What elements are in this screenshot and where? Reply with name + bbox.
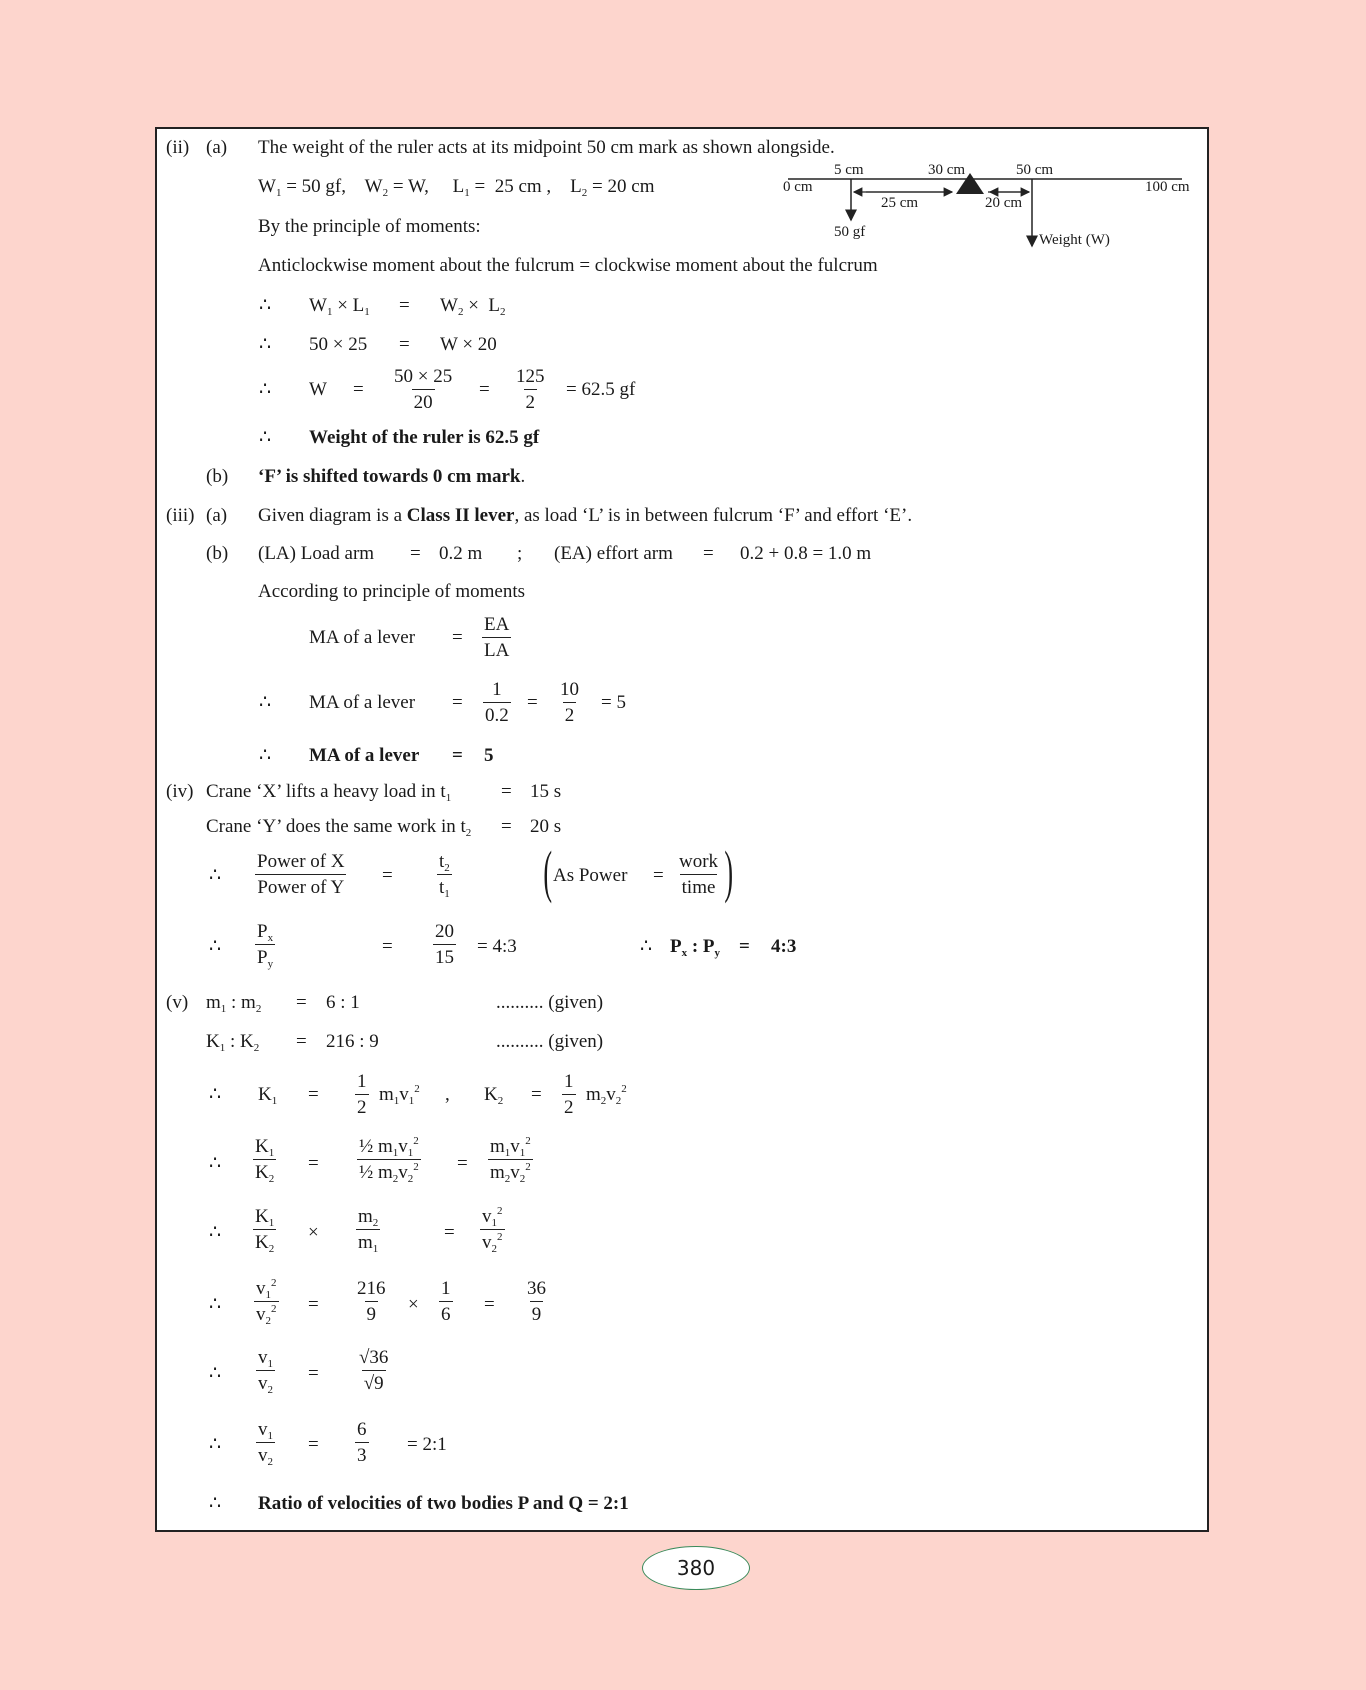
load-arm-value: 0.2 m: [439, 543, 483, 564]
eq2-lhs: 50 × 25: [309, 334, 368, 355]
power-ratio-final-value: 4:3: [771, 936, 797, 957]
equals-symbol: =: [531, 1084, 542, 1105]
v1-v2-fraction: $\frac{v_1}{v_2}$: [258, 1419, 273, 1468]
therefore-symbol: ∴: [640, 936, 653, 957]
principle-of-moments: According to principle of moments: [258, 581, 525, 602]
eq1-rhs: $W_2 \times L_2$: [440, 295, 506, 318]
equals-symbol: =: [308, 1084, 319, 1105]
part-v-conclusion: Ratio of velocities of two bodies P and Q = 2:1: [258, 1493, 629, 1514]
v1-v2-sq-fraction: $\frac{v_1^2}{v_2^2}$: [256, 1277, 277, 1327]
span2-label: 20 cm: [985, 195, 1023, 211]
equals-symbol: =: [501, 816, 512, 837]
fraction: $\frac{20}{15}$: [435, 921, 454, 968]
given-note: .......... (given): [496, 992, 604, 1013]
part-iii-a-label: (a): [206, 505, 228, 526]
power-ratio-final: $P_x$ : $P_y$: [670, 936, 721, 959]
equals-symbol: =: [444, 1222, 455, 1243]
part-ii-b-label: (b): [206, 466, 229, 487]
therefore-symbol: ∴: [209, 1493, 222, 1514]
equals-symbol: =: [382, 936, 393, 957]
eq1-lhs: $W_1 \times L_1$: [309, 295, 370, 318]
therefore-symbol: ∴: [209, 936, 222, 957]
mass-ratio-value: 6 : 1: [326, 992, 360, 1013]
m2v2-squared: $m_2v_2^2$: [586, 1083, 627, 1107]
equals-symbol: =: [308, 1434, 319, 1455]
equals-symbol: =: [479, 379, 490, 400]
mark-100cm: 100 cm: [1145, 179, 1190, 195]
therefore-symbol: ∴: [259, 295, 272, 316]
span1-label: 25 cm: [881, 195, 919, 211]
part-iv-label: (iv): [166, 781, 194, 802]
equals-symbol: =: [452, 745, 463, 766]
principle-text: By the principle of moments:: [258, 216, 481, 237]
v1-v2-sq-fraction: $\frac{v_1^2}{v_2^2}$: [482, 1205, 503, 1255]
power-ratio-fraction: Power of X Power of Y: [257, 851, 345, 898]
mark-0cm: 0 cm: [783, 179, 813, 195]
equals-symbol: =: [399, 295, 410, 316]
velocity-ratio-result: = 2:1: [407, 1434, 447, 1455]
part-ii-a-conclusion: Weight of the ruler is 62.5 gf: [309, 427, 540, 448]
fraction: $\frac{10}{2}$: [560, 679, 579, 726]
equals-symbol: =: [501, 781, 512, 802]
part-ii-a-statement: The weight of the ruler acts at its midpoint 50 cm mark as shown alongside.: [258, 137, 835, 158]
m2-m1-fraction: $\frac{m_2}{m_1}$: [358, 1206, 379, 1255]
given-values: $W_1 = 50$ gf, $W_2 = W$, $L_1 = 25$ cm , $L_2 = 20$ cm: [258, 176, 655, 199]
equals-symbol: =: [296, 992, 307, 1013]
k1-symbol: $K_1$: [258, 1084, 278, 1107]
therefore-symbol: ∴: [259, 334, 272, 355]
mark-50cm: 50 cm: [1016, 162, 1054, 178]
eq3-lhs: W: [309, 379, 327, 400]
load-arm-text: (LA) Load arm: [258, 543, 375, 564]
ma-label: MA of a lever: [309, 692, 416, 713]
eq3-result: = 62.5 gf: [566, 379, 636, 400]
ma-final-label: MA of a lever: [309, 745, 420, 766]
half-fraction: $\frac{1}{2}$: [564, 1071, 574, 1118]
therefore-symbol: ∴: [259, 427, 272, 448]
therefore-symbol: ∴: [259, 379, 272, 400]
part-iii-label: (iii): [166, 505, 195, 526]
equals-symbol: =: [382, 865, 393, 886]
therefore-symbol: ∴: [209, 1084, 222, 1105]
fraction: $\frac{6}{3}$: [357, 1419, 367, 1466]
crane-y-text: Crane ‘Y’ does the same work in $t_2$: [206, 816, 472, 839]
equals-symbol: =: [739, 936, 750, 957]
equals-symbol: =: [457, 1153, 468, 1174]
moment-rule: Anticlockwise moment about the fulcrum = clockwise moment about the fulcrum: [258, 255, 878, 276]
effort-arm-value: 0.2 + 0.8 = 1.0 m: [740, 543, 872, 564]
mass-ratio-label: $m_1$ : $m_2$: [206, 992, 262, 1015]
lever-diagram: [780, 158, 1210, 258]
therefore-symbol: ∴: [209, 1222, 222, 1243]
k1-k2-fraction: $\frac{K_1}{K_2}$: [255, 1206, 275, 1255]
fraction: $\frac{1}{0.2}$: [485, 679, 509, 726]
separator: ;: [517, 543, 523, 564]
m1v1-squared: $m_1v_1^2$: [379, 1083, 420, 1107]
equals-symbol: =: [296, 1031, 307, 1052]
crane-x-time: 15 s: [530, 781, 562, 802]
therefore-symbol: ∴: [259, 745, 272, 766]
equals-symbol: =: [308, 1294, 319, 1315]
part-v-label: (v): [166, 992, 189, 1013]
equals-symbol: =: [653, 865, 664, 886]
equals-symbol: =: [452, 627, 463, 648]
half-mv-fraction: $\frac{\frac{1}{2} m_1v_1^2}{\frac{1}{2} m_2v_2^2}$: [359, 1135, 419, 1185]
power-ratio-result: = 4:3: [477, 936, 517, 957]
comma: ,: [445, 1084, 450, 1105]
mark-5cm: 5 cm: [834, 162, 864, 178]
therefore-symbol: ∴: [209, 865, 222, 886]
v1-v2-fraction: $\frac{v_1}{v_2}$: [258, 1347, 273, 1396]
as-power-text: As Power: [553, 865, 628, 886]
given-note: .......... (given): [496, 1031, 604, 1052]
part-ii-a-label: (a): [206, 137, 228, 158]
half-fraction: $\frac{1}{2}$: [357, 1071, 367, 1118]
equals-symbol: =: [484, 1294, 495, 1315]
work-time-fraction: work time: [679, 851, 719, 898]
equals-symbol: =: [353, 379, 364, 400]
load-label: 50 gf: [834, 224, 866, 240]
times-symbol: ×: [408, 1294, 419, 1315]
ke-ratio-value: 216 : 9: [326, 1031, 379, 1052]
fraction: $\frac{216}{9}$: [357, 1278, 386, 1325]
ma-result: = 5: [601, 692, 626, 713]
ma-final-value: 5: [484, 745, 494, 766]
crane-x-text: Crane ‘X’ lifts a heavy load in $t_1$: [206, 781, 452, 804]
eq2-rhs: W × 20: [440, 334, 497, 355]
page-number: 380: [642, 1546, 750, 1590]
times-symbol: ×: [308, 1222, 319, 1243]
part-ii-b-answer: ‘F’ is shifted towards 0 cm mark.: [258, 466, 526, 487]
k2-symbol: $K_2$: [484, 1084, 504, 1107]
mv-fraction: $\frac{m_1v_1^2}{m_2v_2^2}$: [490, 1135, 531, 1185]
fraction: $\frac{125}{2}$: [516, 366, 545, 413]
equals-symbol: =: [308, 1363, 319, 1384]
equals-symbol: =: [452, 692, 463, 713]
therefore-symbol: ∴: [209, 1153, 222, 1174]
mark-30cm: 30 cm: [928, 162, 966, 178]
ke-ratio-label: $K_1$ : $K_2$: [206, 1031, 260, 1054]
px-py-fraction: $\frac{P_x}{P_y}$: [257, 921, 274, 970]
part-iii-b-label: (b): [206, 543, 229, 564]
effort-arm-text: (EA) effort arm: [554, 543, 673, 564]
open-paren: (: [543, 839, 553, 904]
fraction: $\frac{1}{6}$: [441, 1278, 451, 1325]
fraction: $\frac{50 \times 25}{20}$: [394, 366, 453, 413]
equals-symbol: =: [410, 543, 421, 564]
weight-label: Weight (W): [1039, 232, 1110, 248]
equals-symbol: =: [703, 543, 714, 564]
crane-y-time: 20 s: [530, 816, 562, 837]
ma-label: MA of a lever: [309, 627, 416, 648]
close-paren: ): [724, 839, 734, 904]
sqrt-fraction: $\frac{√36}{√9}$: [359, 1347, 389, 1394]
therefore-symbol: ∴: [209, 1434, 222, 1455]
part-iii-a-statement: Given diagram is a Class II lever, as load ‘L’ is in between fulcrum ‘F’ and effort ‘E’.: [258, 505, 913, 526]
therefore-symbol: ∴: [209, 1363, 222, 1384]
fraction: $\frac{36}{9}$: [527, 1278, 546, 1325]
k1-k2-fraction: $\frac{K_1}{K_2}$: [255, 1136, 275, 1185]
equals-symbol: =: [399, 334, 410, 355]
equals-symbol: =: [308, 1153, 319, 1174]
time-ratio-fraction: $\frac{t_2}{t_1}$: [439, 851, 450, 900]
equals-symbol: =: [527, 692, 538, 713]
part-ii-label: (ii): [166, 137, 190, 158]
therefore-symbol: ∴: [259, 692, 272, 713]
ma-fraction: $\frac{EA}{LA}$: [484, 614, 510, 661]
therefore-symbol: ∴: [209, 1294, 222, 1315]
